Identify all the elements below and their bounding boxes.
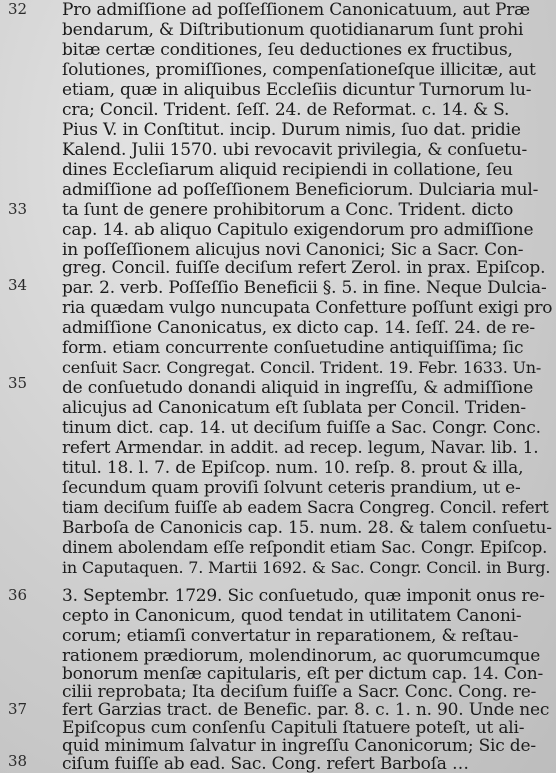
text-line: etiam, quæ in aliquibus Eccleſiis dicuntur Turnorum lu- <box>62 80 532 100</box>
text-line: in poſſeſſionem alicujus novi Canonici; Sic a Sacr. Con- <box>62 240 524 260</box>
text-line: cepto in Canonicum, quod tendat in utilitatem Canoni- <box>62 606 522 626</box>
text-line: ſolutiones, promiſſiones, compenſationeſque illicitæ, aut <box>62 60 536 80</box>
text-line: Epiſcopus cum conſenſu Capituli ſtatuere poteſt, ut ali- <box>62 718 525 738</box>
text-line: ciſum fuiſſe ab ead. Sac. Cong. refert Barboſa … <box>62 754 469 773</box>
text-line: Pius V. in Conſtitut. incip. Durum nimis, ſuo dat. pridie <box>62 120 521 140</box>
section-number-37: 37 <box>8 700 28 718</box>
text-line: Kalend. Julii 1570. ubi revocavit privilegia, & conſuetu- <box>62 140 528 160</box>
text-line: rationem prædiorum, molendinorum, ac quorumcumque <box>62 646 541 666</box>
text-line: cilii reprobata; Ita deciſum fuiſſe a Sacr. Conc. Cong. re- <box>62 682 537 702</box>
text-line: ta ſunt de genere prohibitorum a Conc. Trident. dicto <box>62 200 514 220</box>
text-line: titul. 18. l. 7. de Epiſcop. num. 10. reſp. 8. prout & illa, <box>62 458 524 478</box>
section-number-36: 36 <box>8 586 28 604</box>
text-line: alicujus ad Canonicatum eſt ſublata per Concil. Triden- <box>62 398 526 418</box>
text-line: bendarum, & Diſtributionum quotidianarum ſunt prohi <box>62 20 524 40</box>
text-line: form. etiam concurrente conſuetudine antiquiſſima; ſic <box>62 338 524 358</box>
text-line: Barboſa de Canonicis cap. 15. num. 28. & talem conſuetu- <box>62 518 552 538</box>
text-line: admiſſione ad poſſeſſionem Beneficiorum. Dulciaria mul- <box>62 180 539 200</box>
text-line: cra; Concil. Trident. ſeſſ. 24. de Reformat. c. 14. & S. <box>62 100 510 120</box>
text-line: in Caputaquen. 7. Martii 1692. & Sac. Congr. Concil. in Burg. <box>62 558 551 577</box>
text-line: quid minimum ſalvatur in ingreſſu Canonicorum; Sic de- <box>62 736 536 756</box>
text-line: 3. Septembr. 1729. Sic conſuetudo, quæ imponit onus re- <box>62 586 545 606</box>
text-line: ſecundum quam proviſi ſolvunt ceteris prandium, ut e- <box>62 478 521 498</box>
section-number-35: 35 <box>8 374 28 392</box>
section-number-34: 34 <box>8 276 28 294</box>
text-line: cap. 14. ab aliquo Capitulo exigendorum pro admiſſione <box>62 220 534 240</box>
text-line: admiſſione Canonicatus, ex dicto cap. 14. ſeſſ. 24. de re- <box>62 318 535 338</box>
text-line: cenſuit Sacr. Congregat. Concil. Trident. 19. Febr. 1633. Un- <box>62 358 542 377</box>
text-line: bitæ certæ conditiones, ſeu deductiones ex fructibus, <box>62 40 513 60</box>
text-line: greg. Concil. fuiſſe deciſum refert Zerol. in prax. Epiſcop. <box>62 258 546 278</box>
text-line: corum; etiamſi convertatur in reparationem, & reſtau- <box>62 626 519 646</box>
text-line: bonorum menſæ capitularis, eſt per dictum cap. 14. Con- <box>62 664 544 684</box>
text-line: tiam deciſum fuiſſe ab eadem Sacra Congreg. Concil. refert <box>62 498 549 517</box>
section-number-33: 33 <box>8 200 28 218</box>
text-line: refert Armendar. in addit. ad recep. legum, Navar. lib. 1. <box>62 438 539 458</box>
text-line: ria quædam vulgo nuncupata Confetture poſſunt exigi pro <box>62 298 553 318</box>
section-number-32: 32 <box>8 0 28 18</box>
text-line: fert Garzias tract. de Benefic. par. 8. c. 1. n. 90. Unde nec <box>62 700 550 720</box>
text-line: Pro admiſſione ad poſſeſſionem Canonicatuum, aut Præ <box>62 0 530 20</box>
text-line: dines Eccleſiarum aliquid recipiendi in collatione, ſeu <box>62 160 513 180</box>
text-line: tinum dict. cap. 14. ut deciſum fuiſſe a Sac. Congr. Conc. <box>62 418 541 438</box>
text-line: par. 2. verb. Poſſeſſio Beneficii §. 5. in fine. Neque Dulcia- <box>62 278 547 298</box>
section-number-38: 38 <box>8 752 28 770</box>
text-line: dinem abolendam eſſe reſpondit etiam Sac. Congr. Epiſcop. <box>62 538 548 557</box>
text-line: de conſuetudo donandi aliquid in ingreſſu, & admiſſione <box>62 378 534 398</box>
